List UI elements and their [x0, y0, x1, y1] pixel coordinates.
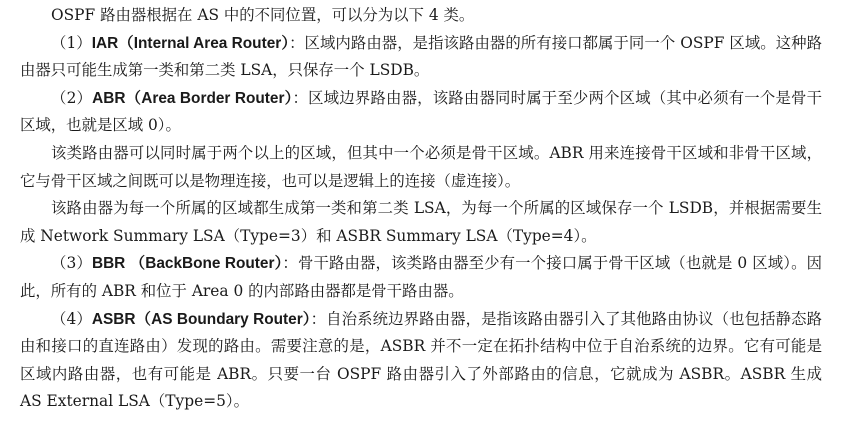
- abr-lsa-paragraph: [20, 195, 822, 250]
- bbr-term: BBR （BackBone Router）: [91, 255, 283, 273]
- bbr-definition: ：骨干路由器，该类路由器至少有一个接口属于骨干区域（也就是 0 区域）。因此，所有的 ABR 和位于 Area 0 的内部路由器都是骨干路由器。: [20, 254, 822, 300]
- asbr-paragraph: [20, 306, 822, 416]
- abr-paragraph: [20, 85, 822, 140]
- intro-paragraph: [20, 2, 822, 30]
- asbr-number: （4）: [51, 309, 92, 328]
- bbr-paragraph: [20, 250, 822, 305]
- abr-definition: ：区域边界路由器，该路由器同时属于至少两个区域（其中必须有一个是骨干区域，也就是区域 0）。: [20, 88, 822, 135]
- bbr-number: （3）: [51, 254, 92, 273]
- abr-term: ABR（Area Border Router）: [92, 89, 293, 107]
- iar-definition: ：区域内路由器，是指该路由器的所有接口都属于同一个 OSPF 区域。这种路由器只可能生成第一类和第二类 LSA，只保存一个 LSDB。: [20, 33, 822, 80]
- abr-detail-paragraph: [20, 140, 822, 195]
- asbr-definition: ：自治系统边界路由器，是指该路由器引入了其他路由协议（也包括静态路由和接口的直连路由）发现的路由。需要注意的是，ASBR 并不一定在拓扑结构中位于自治系统的边界。它有可能是区域内路由器，也有可能是 ABR。只要一台 OSPF 路由器引入了外部路由的信息，它就成为 ASBR。ASBR 生成 AS External LSA（Type=5）。: [20, 309, 822, 411]
- abr-number: （2）: [51, 88, 93, 107]
- iar-term: IAR（Internal Area Router）: [91, 34, 290, 52]
- abr-lsa-text: 该路由器为每一个所属的区域都生成第一类和第二类 LSA，为每一个所属的区域保存一个 LSDB，并根据需要生成 Network Summary LSA（Type=3）和 ASBR Summary LSA（Type=4）。: [20, 199, 822, 245]
- iar-number: （1）: [51, 33, 92, 52]
- iar-paragraph: [20, 30, 822, 85]
- intro-text: OSPF 路由器根据在 AS 中的不同位置，可以分为以下 4 类。: [51, 6, 475, 24]
- asbr-term: ASBR（AS Boundary Router）: [91, 310, 311, 328]
- abr-detail-text: 该类路由器可以同时属于两个以上的区域，但其中一个必须是骨干区域。ABR 用来连接骨干区域和非骨干区域，它与骨干区域之间既可以是物理连接，也可以是逻辑上的连接（虚连接）。: [20, 143, 822, 190]
